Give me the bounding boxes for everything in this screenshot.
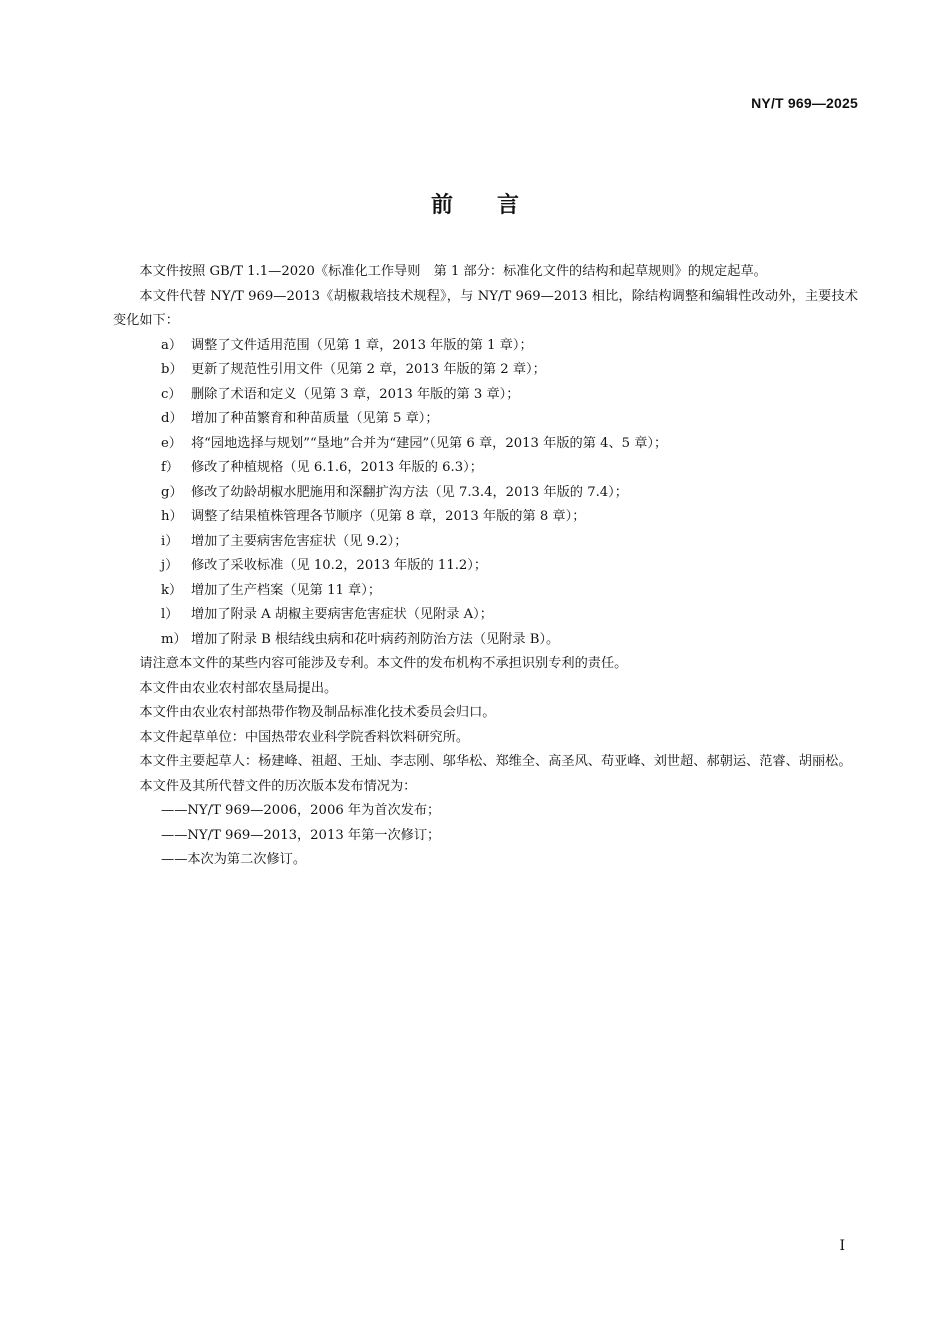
- list-marker: c）: [161, 386, 182, 402]
- list-item: [113, 383, 858, 408]
- list-text: 修改了幼龄胡椒水肥施用和深翻扩沟方法（见 7.3.4，2013 年版的 7.4）；: [191, 484, 628, 500]
- list-item: [113, 334, 858, 359]
- list-text: 调整了文件适用范围（见第 1 章，2013 年版的第 1 章）；: [191, 337, 533, 353]
- list-item: [113, 432, 858, 457]
- history-item: ——NY/T 969—2013，2013 年第一次修订；: [161, 827, 441, 843]
- list-marker: k）: [161, 582, 183, 598]
- list-marker: h）: [161, 509, 183, 524]
- version-history-list: [113, 799, 858, 873]
- list-marker: b）: [161, 362, 183, 377]
- paragraph: 本文件及其所代替文件的历次版本发布情况为：: [139, 778, 417, 794]
- list-text: 调整了结果植株管理各节顺序（见第 8 章，2013 年版的第 8 章）；: [191, 509, 586, 524]
- list-text: 修改了种植规格（见 6.1.6，2013 年版的 6.3）；: [191, 460, 483, 475]
- paragraph: 本文件由农业农村部农垦局提出。: [139, 680, 338, 696]
- list-text: 增加了附录 B 根结线虫病和花叶病药剂防治方法（见附录 B）。: [191, 631, 560, 647]
- list-item: [113, 358, 858, 383]
- list-item: [113, 505, 858, 530]
- list-item: [113, 554, 858, 579]
- foreword-body: [113, 260, 858, 873]
- list-item: [113, 628, 858, 653]
- page-number: I: [839, 1238, 845, 1254]
- document-code: NY/T 969—2025: [751, 95, 858, 111]
- history-item: ——本次为第二次修订。: [161, 852, 307, 867]
- list-marker: l）: [161, 607, 179, 622]
- paragraph: 本文件代替 NY/T 969—2013《胡椒栽培技术规程》，与 NY/T 969—2013 相比，除结构调整和编辑性改动外，主要技术变化如下：: [113, 288, 858, 328]
- paragraph: 请注意本文件的某些内容可能涉及专利。本文件的发布机构不承担识别专利的责任。: [139, 656, 628, 671]
- list-text: 将“园地选择与规划”“垦地”合并为“建园”（见第 6 章，2013 年版的第 4、5 章）；: [191, 435, 668, 451]
- list-item: [113, 456, 858, 481]
- page-title: 前言: [430, 193, 563, 218]
- history-item: ——NY/T 969—2006，2006 年为首次发布；: [161, 803, 441, 818]
- paragraph: 本文件按照 GB/T 1.1—2020《标准化工作导则 第 1 部分：标准化文件的结构和起草规则》的规定起草。: [139, 264, 767, 279]
- list-marker: j）: [161, 558, 179, 573]
- list-item: [113, 530, 858, 555]
- list-text: 更新了规范性引用文件（见第 2 章，2013 年版的第 2 章）；: [191, 362, 546, 377]
- list-marker: a）: [161, 337, 183, 353]
- list-item: [113, 481, 858, 506]
- list-marker: i）: [161, 533, 179, 549]
- list-item: [113, 579, 858, 604]
- list-text: 删除了术语和定义（见第 3 章，2013 年版的第 3 章）；: [191, 386, 520, 402]
- list-text: 增加了种苗繁育和种苗质量（见第 5 章）；: [191, 411, 439, 426]
- list-text: 修改了采收标准（见 10.2，2013 年版的 11.2）；: [191, 558, 488, 573]
- paragraph: 本文件主要起草人：杨建峰、祖超、王灿、李志刚、邬华松、郑维全、高圣风、苟亚峰、刘世超、郝朝运、范睿、胡丽松。: [139, 754, 852, 769]
- list-text: 增加了主要病害危害症状（见 9.2）；: [191, 533, 408, 549]
- list-marker: f）: [161, 460, 180, 475]
- paragraph: 本文件由农业农村部热带作物及制品标准化技术委员会归口。: [139, 705, 496, 720]
- list-item: [113, 407, 858, 432]
- list-text: 增加了附录 A 胡椒主要病害危害症状（见附录 A）；: [191, 607, 493, 622]
- technical-changes-list: [113, 334, 858, 653]
- list-item: [113, 603, 858, 628]
- list-marker: m）: [161, 631, 187, 647]
- list-text: 增加了生产档案（见第 11 章）；: [191, 582, 382, 598]
- paragraph: 本文件起草单位：中国热带农业科学院香料饮料研究所。: [139, 729, 470, 745]
- list-marker: g）: [161, 484, 183, 500]
- list-marker: e）: [161, 435, 182, 451]
- list-marker: d）: [161, 411, 183, 426]
